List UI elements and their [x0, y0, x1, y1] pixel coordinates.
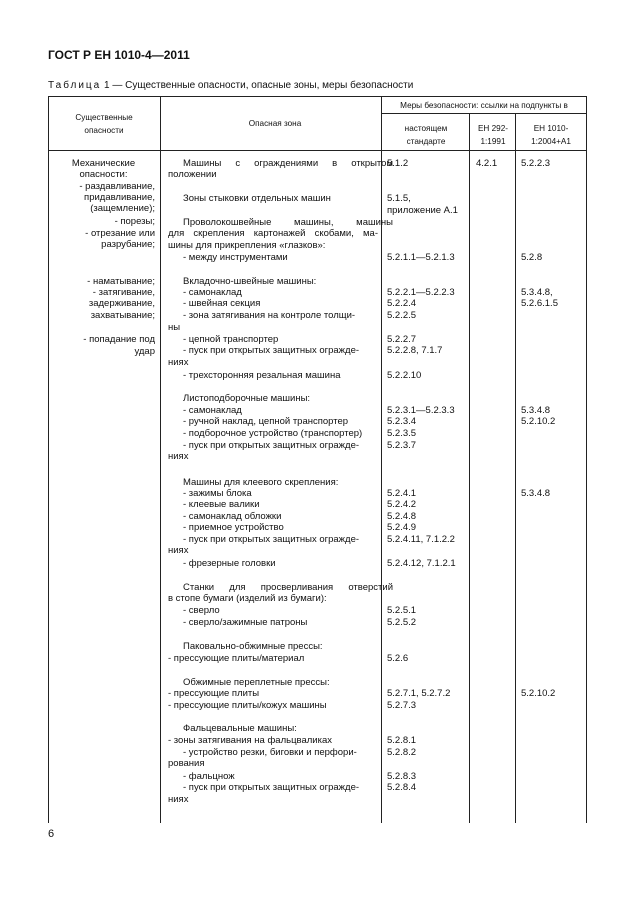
- page-number: 6: [48, 828, 55, 840]
- column-header-zone: Опасная зона: [248, 119, 302, 128]
- zone-line: - трехсторонняя резальная машина: [183, 370, 341, 381]
- ref-this-standard: 5.1.5,: [387, 193, 411, 204]
- zone-line: Зоны стыковки отдельных машин: [183, 193, 331, 204]
- ref-en1010: 5.3.4.8: [521, 488, 551, 499]
- hazard-line: удар: [134, 346, 155, 357]
- header-bottom-border: [48, 150, 586, 151]
- ref-en1010: 5.2.10.2: [521, 688, 556, 699]
- ref-this-standard: 5.2.4.8: [387, 511, 417, 522]
- zone-line: - пуск при открытых защитных огражде-: [183, 534, 360, 545]
- table-caption: [48, 80, 413, 91]
- ref-en1010: 5.3.4.8: [521, 405, 551, 416]
- zone-line: - приемное устройство: [183, 522, 284, 533]
- ref-this-standard: 5.2.4.9: [387, 522, 417, 533]
- zone-line: - устройство резки, биговки и перфори-: [183, 747, 357, 758]
- hazard-line: разрубание;: [101, 239, 155, 250]
- ref-this-standard: 5.2.3.1—5.2.3.3: [387, 405, 455, 416]
- column-divider-3: [469, 113, 470, 823]
- zone-line: Фальцевальные машины:: [183, 723, 297, 734]
- table-left-border: [48, 96, 49, 823]
- zone-line: - прессующие плиты/материал: [168, 653, 305, 664]
- zone-line: шины для прикрепления «глазков»:: [168, 240, 326, 251]
- ref-en1010: 5.2.6.1.5: [521, 298, 558, 309]
- zone-line: - сверло: [183, 605, 220, 616]
- zone-line: в стопе бумаги (изделий из бумаги):: [168, 593, 327, 604]
- hazard-line: захватывание;: [90, 310, 155, 321]
- column-header-this-standard: настоящем стандарте: [404, 124, 448, 146]
- zone-line: ниях: [168, 451, 189, 462]
- ref-this-standard: 5.2.5.1: [387, 605, 417, 616]
- ref-this-standard: 5.2.8.1: [387, 735, 417, 746]
- zone-line: для скрепления картонажей скобами, ма-: [168, 228, 378, 239]
- ref-this-standard: 5.2.4.11, 7.1.2.2: [387, 534, 455, 545]
- zone-line: Станки для просверливания отверстий: [183, 582, 393, 593]
- ref-this-standard: 5.2.3.7: [387, 440, 417, 451]
- zone-line: - пуск при открытых защитных огражде-: [183, 345, 360, 356]
- ref-this-standard: 5.2.5.2: [387, 617, 417, 628]
- table-caption-prefix: Таблица: [48, 80, 102, 91]
- zone-line: - клеевые валики: [183, 499, 260, 510]
- zone-line: - прессующие плиты/кожух машины: [168, 700, 327, 711]
- hazard-line: опасности:: [79, 169, 128, 180]
- zone-line: ниях: [168, 357, 189, 368]
- ref-this-standard: 5.2.2.7: [387, 334, 417, 345]
- ref-en292: 4.2.1: [476, 158, 498, 169]
- zone-line: - зажимы блока: [183, 488, 252, 499]
- zone-line: - ручной наклад, цепной транспортер: [183, 416, 349, 427]
- zone-line: Проволокошвейные машины, машины: [183, 217, 393, 228]
- ref-this-standard: 5.2.7.3: [387, 700, 417, 711]
- hazard-line: - отрезание или: [85, 228, 155, 239]
- ref-this-standard: 5.2.8.4: [387, 782, 417, 793]
- ref-this-standard: 5.2.2.10: [387, 370, 422, 381]
- ref-this-standard: 5.2.4.12, 7.1.2.1: [387, 558, 456, 569]
- zone-line: - фальцнож: [183, 771, 235, 782]
- table-top-border: [48, 96, 586, 97]
- hazard-line: - попадание под: [83, 334, 155, 345]
- ref-en1010: 5.3.4.8,: [521, 287, 553, 298]
- zone-line: - зона затягивания на контроле толщи-: [183, 310, 356, 321]
- ref-this-standard: 5.2.4.1: [387, 488, 417, 499]
- zone-line: Паковально-обжимные прессы:: [183, 641, 323, 652]
- ref-this-standard: 5.2.4.2: [387, 499, 417, 510]
- ref-en1010: 5.2.8: [521, 252, 543, 263]
- ref-this-standard: 5.2.6: [387, 653, 409, 664]
- zone-line: - зоны затягивания на фальцваликах: [168, 735, 332, 746]
- ref-this-standard: 5.2.2.8, 7.1.7: [387, 345, 443, 356]
- zone-line: Обжимные переплетные прессы:: [183, 677, 330, 688]
- ref-en1010: 5.2.10.2: [521, 416, 556, 427]
- zone-line: ниях: [168, 545, 189, 556]
- zone-line: Машины с ограждениями в открытом: [183, 158, 393, 169]
- ref-this-standard: 5.1.2: [387, 158, 409, 169]
- column-header-hazards: Существенные опасности: [75, 113, 133, 135]
- hazard-line: - порезы;: [114, 216, 155, 227]
- table-right-border: [586, 96, 587, 823]
- ref-en1010: 5.2.2.3: [521, 158, 551, 169]
- ref-this-standard: 5.2.3.5: [387, 428, 417, 439]
- ref-this-standard: 5.2.8.3: [387, 771, 417, 782]
- zone-line: Вкладочно-швейные машины:: [183, 276, 317, 287]
- zone-line: рования: [168, 758, 205, 769]
- zone-line: - цепной транспортер: [183, 334, 279, 345]
- header-group-divider: [381, 113, 586, 114]
- ref-this-standard: 5.2.3.4: [387, 416, 417, 427]
- zone-line: - пуск при открытых защитных огражде-: [183, 782, 360, 793]
- zone-line: - самонаклад обложки: [183, 511, 282, 522]
- ref-this-standard: приложение А.1: [387, 205, 458, 216]
- hazard-line: - затягивание,: [92, 287, 155, 298]
- zone-line: положении: [168, 169, 217, 180]
- zone-line: Машины для клеевого скрепления:: [183, 477, 339, 488]
- zone-line: - самонаклад: [183, 405, 242, 416]
- column-header-en1010: ЕН 1010-1:2004+А1: [531, 124, 571, 146]
- document-title: ГОСТ Р ЕН 1010-4—2011: [48, 48, 190, 62]
- ref-this-standard: 5.2.2.4: [387, 298, 417, 309]
- ref-this-standard: 5.2.2.5: [387, 310, 417, 321]
- table-caption-text: 1 — Существенные опасности, опасные зоны, меры безопасности: [101, 80, 414, 91]
- zone-line: - самонаклад: [183, 287, 242, 298]
- column-divider-2: [381, 96, 382, 823]
- hazard-line: (защемление);: [90, 203, 155, 214]
- ref-this-standard: 5.2.1.1—5.2.1.3: [387, 252, 455, 263]
- hazard-line: придавливание,: [84, 192, 155, 203]
- zone-line: ниях: [168, 794, 189, 805]
- ref-this-standard: 5.2.8.2: [387, 747, 417, 758]
- hazard-line: задерживание,: [88, 298, 155, 309]
- zone-line: - прессующие плиты: [168, 688, 260, 699]
- column-header-measures: Меры безопасности: ссылки на подпункты в: [400, 101, 568, 110]
- column-header-en292: ЕН 292-1:1991: [477, 124, 509, 146]
- hazard-line: - наматывание;: [87, 276, 155, 287]
- column-divider-1: [160, 96, 161, 823]
- zone-line: - подборочное устройство (транспортер): [183, 428, 363, 439]
- zone-line: - швейная секция: [183, 298, 261, 309]
- zone-line: - между инструментами: [183, 252, 288, 263]
- zone-line: - сверло/зажимные патроны: [183, 617, 308, 628]
- zone-line: Листоподборочные машины:: [183, 393, 311, 404]
- ref-this-standard: 5.2.2.1—5.2.2.3: [387, 287, 455, 298]
- hazard-line: Механические: [71, 158, 136, 169]
- column-divider-4: [515, 113, 516, 823]
- ref-this-standard: 5.2.7.1, 5.2.7.2: [387, 688, 451, 699]
- zone-line: - фрезерные головки: [183, 558, 276, 569]
- zone-line: ны: [168, 322, 181, 333]
- zone-line: - пуск при открытых защитных огражде-: [183, 440, 360, 451]
- hazard-line: - раздавливание,: [79, 181, 155, 192]
